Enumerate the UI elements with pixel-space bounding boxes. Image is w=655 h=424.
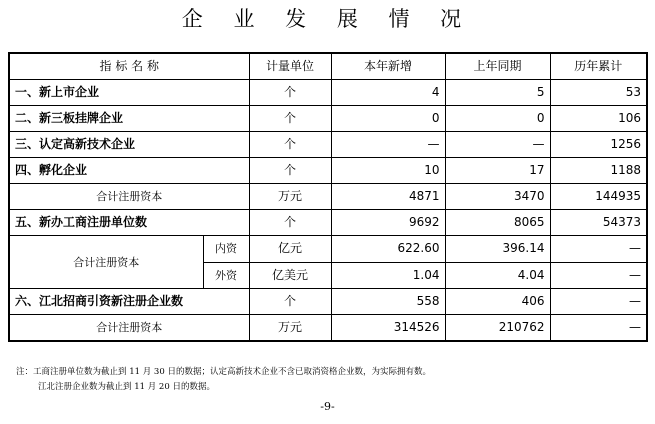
row-last-year: 0 bbox=[445, 106, 550, 132]
row-last-year: 406 bbox=[445, 289, 550, 315]
header-cumulative: 历年累计 bbox=[550, 53, 647, 80]
sub-label-foreign: 外资 bbox=[203, 262, 249, 289]
table-row bbox=[9, 184, 647, 210]
row-last-year: 5 bbox=[445, 80, 550, 106]
row-last-year: 17 bbox=[445, 158, 550, 184]
row-unit: 亿元 bbox=[249, 236, 331, 263]
row-cumulative: — bbox=[550, 315, 647, 342]
header-indicator: 指 标 名 称 bbox=[9, 53, 249, 80]
page-number: -9- bbox=[320, 400, 335, 413]
row-cumulative: — bbox=[550, 262, 647, 289]
row-unit: 个 bbox=[249, 80, 331, 106]
header-row bbox=[9, 53, 647, 80]
row-label: 六、江北招商引资新注册企业数 bbox=[9, 289, 249, 315]
row-cumulative: 144935 bbox=[550, 184, 647, 210]
row-unit: 万元 bbox=[249, 315, 331, 342]
header-this-year: 本年新增 bbox=[331, 53, 445, 80]
table-row bbox=[9, 158, 647, 184]
enterprise-table bbox=[8, 52, 648, 342]
row-last-year: 396.14 bbox=[445, 236, 550, 263]
table-row bbox=[9, 289, 647, 315]
row-this-year: 9692 bbox=[331, 210, 445, 236]
header-unit: 计量单位 bbox=[249, 53, 331, 80]
row-cumulative: 106 bbox=[550, 106, 647, 132]
row-last-year: — bbox=[445, 132, 550, 158]
row-this-year: 314526 bbox=[331, 315, 445, 342]
row-unit: 个 bbox=[249, 106, 331, 132]
row-unit: 万元 bbox=[249, 184, 331, 210]
row-unit: 个 bbox=[249, 289, 331, 315]
row-label: 合计注册资本 bbox=[9, 236, 203, 289]
row-cumulative: 53 bbox=[550, 80, 647, 106]
row-this-year: 4 bbox=[331, 80, 445, 106]
table-row bbox=[9, 80, 647, 106]
footnote-line-1: 注：工商注册单位数为截止到 11 月 30 日的数据；认定高新技术企业不含已取消资格企业数，为实际拥有数。 bbox=[16, 367, 431, 377]
row-this-year: — bbox=[331, 132, 445, 158]
row-label: 五、新办工商注册单位数 bbox=[9, 210, 249, 236]
row-cumulative: — bbox=[550, 289, 647, 315]
row-last-year: 8065 bbox=[445, 210, 550, 236]
row-label: 三、认定高新技术企业 bbox=[9, 132, 249, 158]
row-label: 四、孵化企业 bbox=[9, 158, 249, 184]
header-last-year: 上年同期 bbox=[445, 53, 550, 80]
table-row bbox=[9, 210, 647, 236]
row-unit: 个 bbox=[249, 132, 331, 158]
row-last-year: 210762 bbox=[445, 315, 550, 342]
footnotes bbox=[16, 365, 646, 395]
row-label: 一、新上市企业 bbox=[9, 80, 249, 106]
sub-label-domestic: 内资 bbox=[203, 236, 249, 263]
page-title: 企 业 发 展 情 况 bbox=[181, 7, 474, 31]
row-unit: 亿美元 bbox=[249, 262, 331, 289]
row-unit: 个 bbox=[249, 210, 331, 236]
row-this-year: 0 bbox=[331, 106, 445, 132]
row-cumulative: — bbox=[550, 236, 647, 263]
row-this-year: 1.04 bbox=[331, 262, 445, 289]
row-label: 合计注册资本 bbox=[9, 315, 249, 342]
footnote-line-2: 江北注册企业数为截止到 11 月 20 日的数据。 bbox=[38, 382, 215, 392]
row-last-year: 3470 bbox=[445, 184, 550, 210]
row-cumulative: 1256 bbox=[550, 132, 647, 158]
row-this-year: 622.60 bbox=[331, 236, 445, 263]
row-this-year: 10 bbox=[331, 158, 445, 184]
row-cumulative: 54373 bbox=[550, 210, 647, 236]
row-this-year: 558 bbox=[331, 289, 445, 315]
row-last-year: 4.04 bbox=[445, 262, 550, 289]
row-label: 二、新三板挂牌企业 bbox=[9, 106, 249, 132]
table-row bbox=[9, 236, 647, 263]
row-label: 合计注册资本 bbox=[9, 184, 249, 210]
table-row bbox=[9, 106, 647, 132]
row-this-year: 4871 bbox=[331, 184, 445, 210]
table-row bbox=[9, 315, 647, 342]
row-cumulative: 1188 bbox=[550, 158, 647, 184]
table-row bbox=[9, 132, 647, 158]
row-unit: 个 bbox=[249, 158, 331, 184]
